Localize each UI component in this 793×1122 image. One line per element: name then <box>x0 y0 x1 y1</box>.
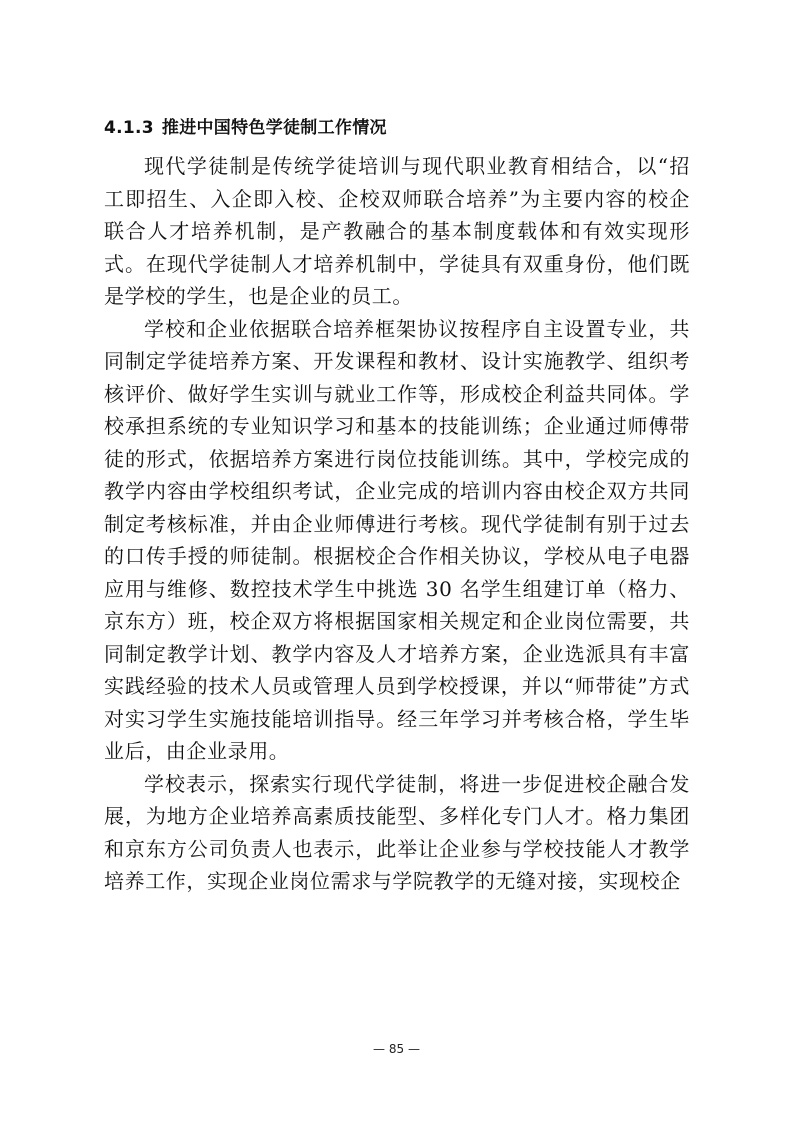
section-heading <box>104 116 387 140</box>
section-number: 4.1.3 <box>104 118 154 138</box>
page-number: — 85 — <box>373 1042 420 1056</box>
paragraph-1: 现代学徒制是传统学徒培训与现代职业教育相结合，以“招工即招生、入企即入校、企校双师联合培养”为主要内容的校企联合人才培养机制，是产教融合的基本制度载体和有效实现形式。在现代学徒制人才培养机制中，学徒具有双重身份，他们既是学校的学生，也是企业的员工。 <box>104 154 690 308</box>
paragraph-2: 学校和企业依据联合培养框架协议按程序自主设置专业，共同制定学徒培养方案、开发课程和教材、设计实施教学、组织考核评价、做好学生实训与就业工作等，形成校企利益共同体。学校承担系统的专业知识学习和基本的技能训练；企业通过师傅带徒的形式，依据培养方案进行岗位技能训练。其中，学校完成的教学内容由学校组织考试，企业完成的培训内容由校企双方共同制定考核标准，并由企业师傅进行考核。现代学徒制有别于过去的口传手授的师徒制。根据校企合作相关协议，学校从电子电器应用与维修、数控技术学生中挑选 30 名学生组建订单（格力、京东方）班，校企双方将根据国家相关规定和企业岗位需要，共同制定教学计划、教学内容及人才培养方案，企业选派具有丰富实践经验的技术人员或管理人员到学校授课，并以“师带徒”方式对实习学生实施技能培训指导。经三年学习并考核合格，学生毕业后，由企业录用。 <box>104 316 690 763</box>
paragraph-3: 学校表示，探索实行现代学徒制，将进一步促进校企融合发展，为地方企业培养高素质技能型、多样化专门人才。格力集团和京东方公司负责人也表示，此举让企业参与学校技能人才教学培养工作，实现企业岗位需求与学院教学的无缝对接，实现校企 <box>104 771 690 893</box>
section-title: 推进中国特色学徒制工作情况 <box>161 118 387 138</box>
body-text <box>104 150 690 898</box>
